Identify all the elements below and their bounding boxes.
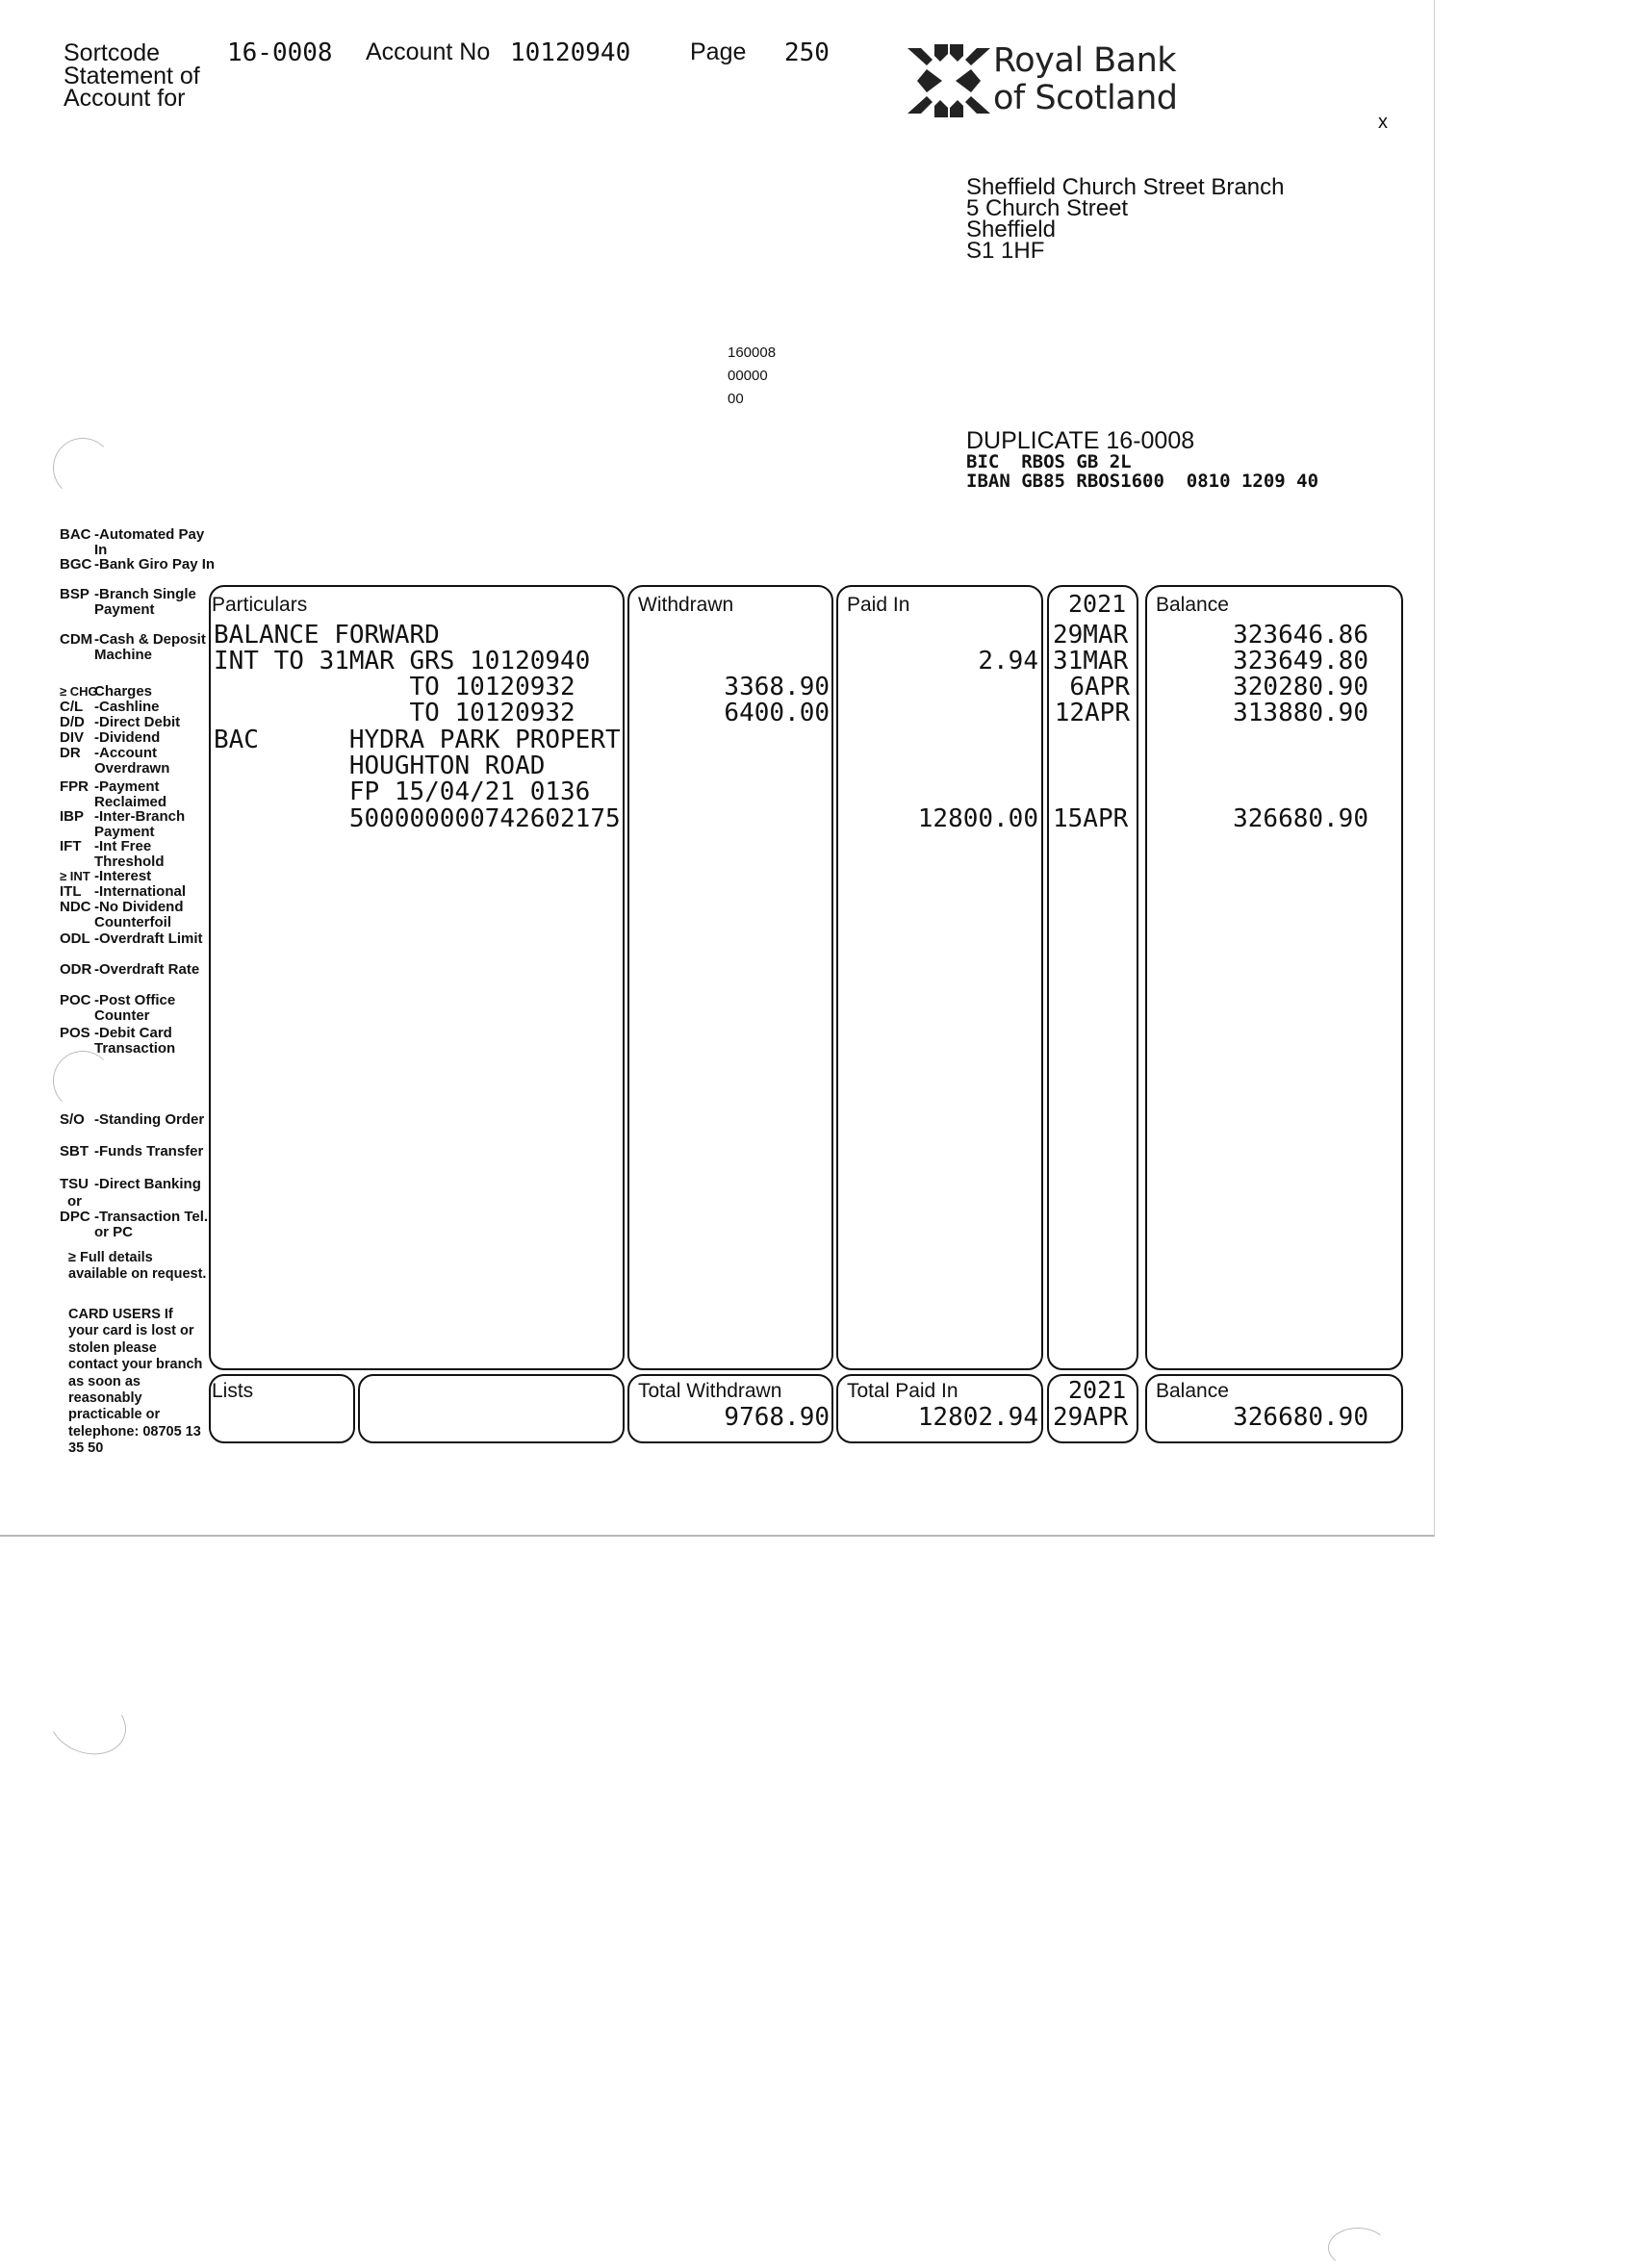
total-paid-in-value: 12802.94 <box>917 1403 1038 1432</box>
code-line3: 00 <box>728 391 744 407</box>
total-paid-in-label: Total Paid In <box>847 1380 959 1402</box>
row-date: 31MAR <box>1053 647 1129 675</box>
row-paid-in: 2.94 <box>978 647 1038 675</box>
closing-year: 2021 <box>1068 1376 1127 1404</box>
row-balance: 323646.86 <box>1233 621 1368 650</box>
bank-name-line2: of Scotland <box>993 79 1178 117</box>
row-balance: 313880.90 <box>1233 699 1368 727</box>
bank-name-line1: Royal Bank <box>993 41 1177 80</box>
branch-line1: Sheffield Church Street Branch <box>966 174 1285 200</box>
closing-balance-value: 326680.90 <box>1233 1403 1368 1432</box>
account-label: Account No <box>366 38 491 65</box>
branch-line3: Sheffield <box>966 217 1056 242</box>
full-details-note: ≥ Full details available on request. <box>68 1250 207 1283</box>
row-balance: 320280.90 <box>1233 673 1368 701</box>
row-particulars: TO 10120932 <box>214 673 575 701</box>
col-header-balance: Balance <box>1156 594 1229 616</box>
row-balance: 323649.80 <box>1233 647 1368 675</box>
row-particulars: HOUGHTON ROAD <box>214 752 546 780</box>
row-withdrawn: 3368.90 <box>724 673 830 701</box>
row-particulars: INT TO 31MAR GRS 10120940 <box>214 647 591 675</box>
branch-line2: 5 Church Street <box>966 195 1129 221</box>
sortcode-value: 16-0008 <box>227 38 333 67</box>
scan-smudge <box>40 1682 135 1765</box>
closing-balance-label: Balance <box>1156 1380 1229 1402</box>
row-date: 6APR <box>1069 673 1130 701</box>
punch-hole-mark <box>53 438 113 497</box>
scan-smudge <box>1328 2228 1388 2268</box>
row-particulars: BALANCE FORWARD <box>214 621 440 650</box>
duplicate-label: DUPLICATE 16-0008 <box>966 427 1195 454</box>
code-line2: 00000 <box>728 368 768 384</box>
row-particulars: TO 10120932 <box>214 699 575 727</box>
statement-sheet: Sortcode Statement of Account for 16-0008 Account No 10120940 Page 250 Royal Bank of Scotland x Sheffield Church Street Branch 5 Church Street Sheffield S1 1HF 160008 00000 00 DUPLICATE 16-0008 BIC RBOS GB 2L IBAN GB85 RBOS1600 0810 1209 40 BAC -Automated Pay In BGC -Bank Giro Pay In BSP -Branch Single Payment CDM -Cash & Deposit Machine ≥ CHG Charges C/L -Cashline D/D -Direct Debit DIV -Dividend DR -Account Overdrawn FPR -Payment Reclaimed IBP -Inter-Branch Payment IFT -Int Free Threshold ≥ INT -Interest ITL -International NDC -No Dividend Counterfoil ODL -Overdraft Limit ODR -Overdraft Rate POC -Post Office Counter POS -Debit Card Transaction S/O -Standing Order SBT -Funds Transfer TSU -Direct Banking or DPC -Transaction Tel. or PC ≥ Full details available on request. CARD USERS If your card is lost or stolen please contact your branch as soon as reasonably practicable or telephone: 08705 13 35 50 Particulars Withdrawn Paid In 2021 Balance BALANCE FORWARD 29MAR 323646.86 INT TO 31MAR GRS 10120940 2.94 31MAR 323649.80 TO 10120932 3368.90 6APR 320280.90 TO 10120932 6400.00 12APR 313880.90 BAC HYDRA PARK PROPERT HOUGHTON ROAD FP 15/04/21 0136 500000000742602175 12800.00 15APR 326680.90 Lists Total Withdrawn 9768.90 Total Paid In 12802.94 2021 29APR Balance 326680.90 <box>0 0 1435 1537</box>
statement-line2: Account for <box>64 85 186 112</box>
row-paid-in: 12800.00 <box>917 804 1038 833</box>
sortcode-label: Sortcode <box>64 39 161 66</box>
closing-date: 29APR <box>1053 1403 1129 1432</box>
row-date: 29MAR <box>1053 621 1129 650</box>
punch-hole-mark <box>53 1051 113 1110</box>
row-withdrawn: 6400.00 <box>724 699 830 727</box>
row-date: 15APR <box>1053 804 1129 833</box>
statement-line1: Statement of <box>64 63 200 89</box>
page-label: Page <box>690 38 747 65</box>
col-header-paid-in: Paid In <box>847 594 910 616</box>
bic: BIC RBOS GB 2L <box>966 451 1132 472</box>
row-particulars: BAC HYDRA PARK PROPERT <box>214 726 621 754</box>
total-withdrawn-label: Total Withdrawn <box>638 1380 782 1402</box>
col-header-withdrawn: Withdrawn <box>638 594 734 616</box>
close-mark: x <box>1378 112 1388 133</box>
row-date: 12APR <box>1054 699 1130 727</box>
code-line1: 160008 <box>728 344 777 361</box>
rbs-logo-icon <box>907 44 990 117</box>
total-withdrawn-value: 9768.90 <box>724 1403 830 1432</box>
lists-label: Lists <box>212 1380 254 1402</box>
col-header-particulars: Particulars <box>212 594 308 616</box>
lists-extra-box <box>358 1374 625 1443</box>
account-value: 10120940 <box>510 38 631 67</box>
row-particulars: 500000000742602175 <box>214 804 621 833</box>
row-particulars: FP 15/04/21 0136 <box>214 777 591 806</box>
card-users-note: CARD USERS If your card is lost or stolen please contact your branch as soon as reasonably practicable or telephone: 08705 13 35 50 <box>68 1307 203 1457</box>
page-value: 250 <box>784 38 830 67</box>
row-balance: 326680.90 <box>1233 804 1368 833</box>
branch-line4: S1 1HF <box>966 238 1045 264</box>
iban: IBAN GB85 RBOS1600 0810 1209 40 <box>966 471 1319 492</box>
paid-in-column <box>836 585 1043 1370</box>
col-header-year: 2021 <box>1068 590 1127 618</box>
